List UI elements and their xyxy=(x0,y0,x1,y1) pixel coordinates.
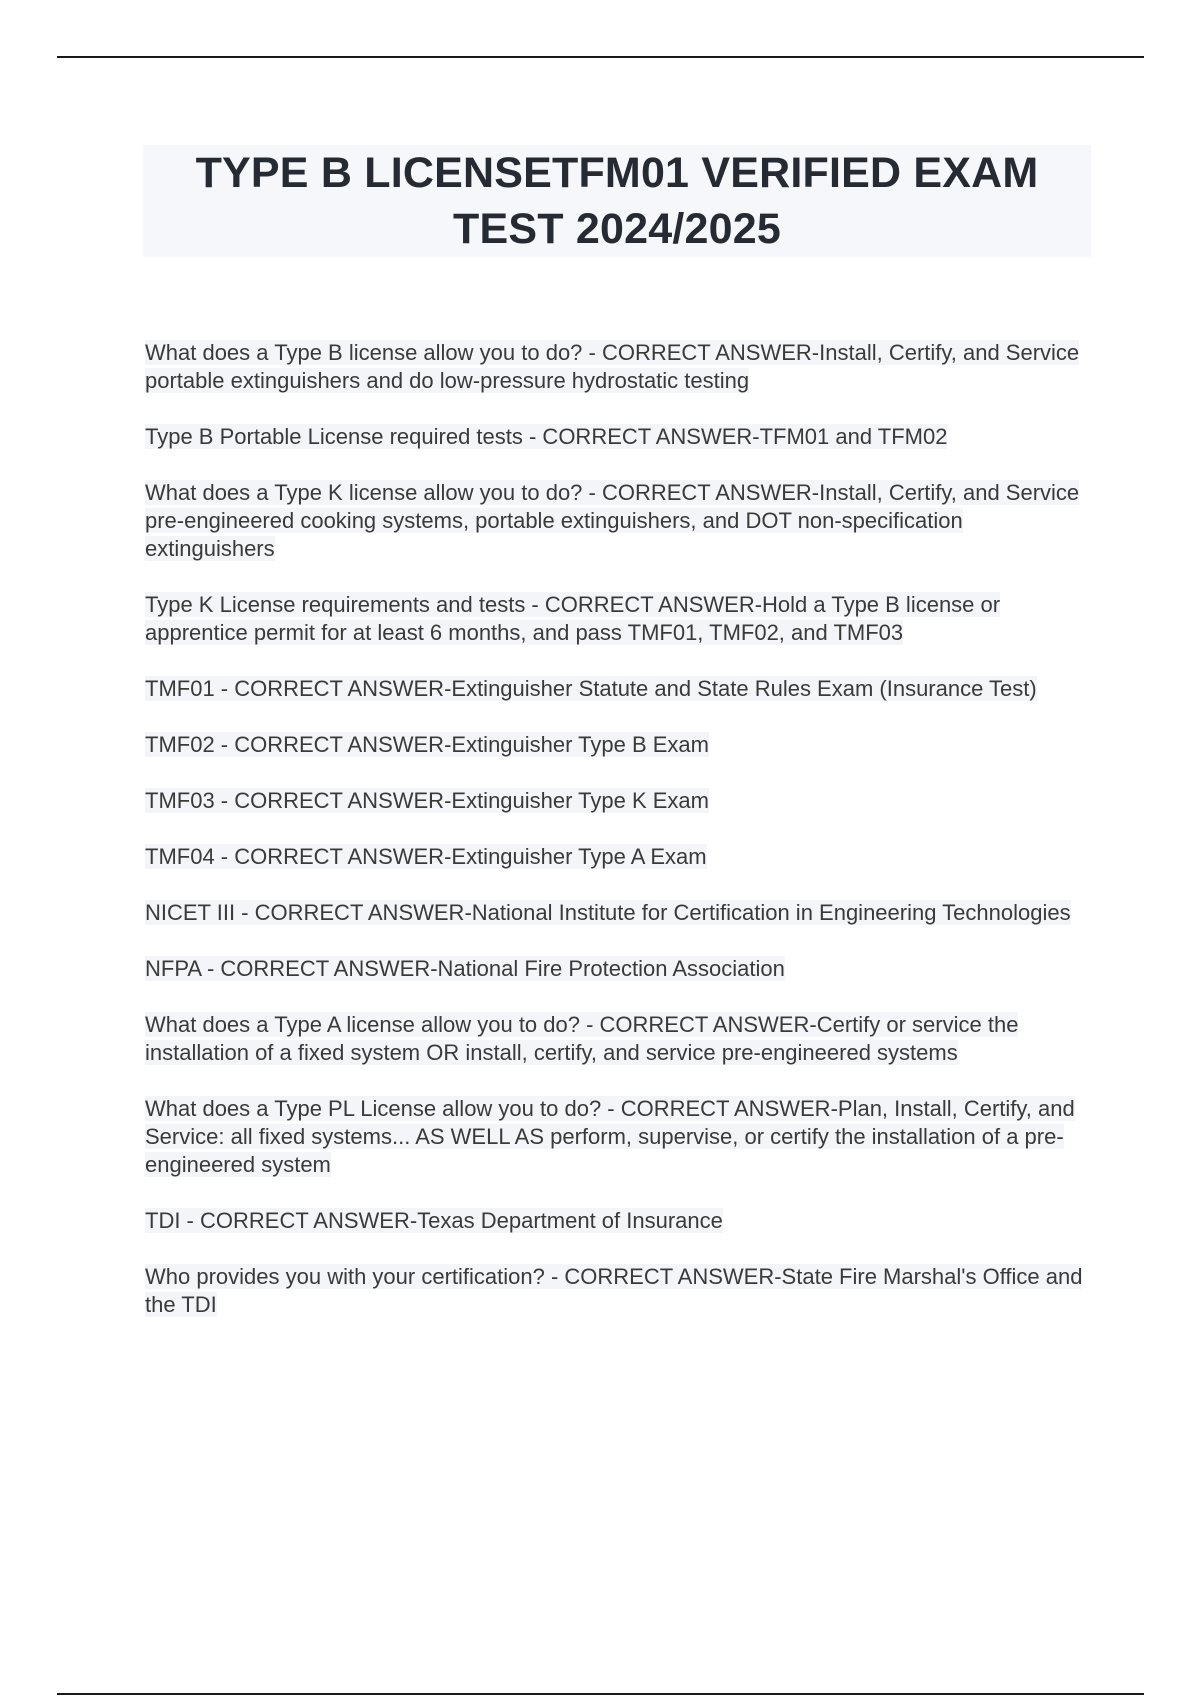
qa-item-3 xyxy=(145,479,1090,563)
page-title: TYPE B LICENSETFM01 VERIFIED EXAM TEST 2024/2025 xyxy=(195,149,1039,253)
qa-text: Type K License requirements and tests - CORRECT ANSWER-Hold a Type B license or apprentice permit for at least 6 months, and pass TMF01, TMF02, and TMF03 xyxy=(145,592,1001,645)
qa-text: TMF01 - CORRECT ANSWER-Extinguisher Statute and State Rules Exam (Insurance Test) xyxy=(145,676,1037,701)
qa-text: What does a Type PL License allow you to do? - CORRECT ANSWER-Plan, Install, Certify, and Service: all fixed systems... AS WELL AS perform, supervise, or certify the installation of a pre-engineered system xyxy=(145,1096,1075,1177)
qa-item-6 xyxy=(145,731,1090,759)
qa-text: TMF03 - CORRECT ANSWER-Extinguisher Type K Exam xyxy=(145,788,709,813)
qa-text: What does a Type A license allow you to do? - CORRECT ANSWER-Certify or service the installation of a fixed system OR install, certify, and service pre-engineered systems xyxy=(145,1012,1019,1065)
qa-text: NICET III - CORRECT ANSWER-National Institute for Certification in Engineering Technologies xyxy=(145,900,1071,925)
qa-item-2 xyxy=(145,423,1090,451)
top-rule xyxy=(57,56,1144,58)
qa-text: What does a Type B license allow you to do? - CORRECT ANSWER-Install, Certify, and Service portable extinguishers and do low-pressure hydrostatic testing xyxy=(145,340,1080,393)
qa-item-8 xyxy=(145,843,1090,871)
bottom-rule xyxy=(57,1693,1144,1695)
qa-item-4 xyxy=(145,591,1090,647)
qa-list xyxy=(145,339,1090,1347)
qa-item-9 xyxy=(145,899,1090,927)
qa-item-10 xyxy=(145,955,1090,983)
qa-item-13 xyxy=(145,1207,1090,1235)
qa-item-7 xyxy=(145,787,1090,815)
qa-item-1 xyxy=(145,339,1090,395)
qa-text: TMF04 - CORRECT ANSWER-Extinguisher Type A Exam xyxy=(145,844,707,869)
qa-item-12 xyxy=(145,1095,1090,1179)
qa-item-14 xyxy=(145,1263,1090,1319)
qa-text: TMF02 - CORRECT ANSWER-Extinguisher Type B Exam xyxy=(145,732,709,757)
title-block xyxy=(143,145,1091,257)
qa-text: NFPA - CORRECT ANSWER-National Fire Protection Association xyxy=(145,956,785,981)
qa-text: Type B Portable License required tests - CORRECT ANSWER-TFM01 and TFM02 xyxy=(145,424,948,449)
qa-item-11 xyxy=(145,1011,1090,1067)
qa-text: TDI - CORRECT ANSWER-Texas Department of Insurance xyxy=(145,1208,723,1233)
qa-text: Who provides you with your certification? - CORRECT ANSWER-State Fire Marshal's Office and the TDI xyxy=(145,1264,1083,1317)
qa-item-5 xyxy=(145,675,1090,703)
qa-text: What does a Type K license allow you to do? - CORRECT ANSWER-Install, Certify, and Service pre-engineered cooking systems, portable extinguishers, and DOT non-specification extinguishers xyxy=(145,480,1080,561)
